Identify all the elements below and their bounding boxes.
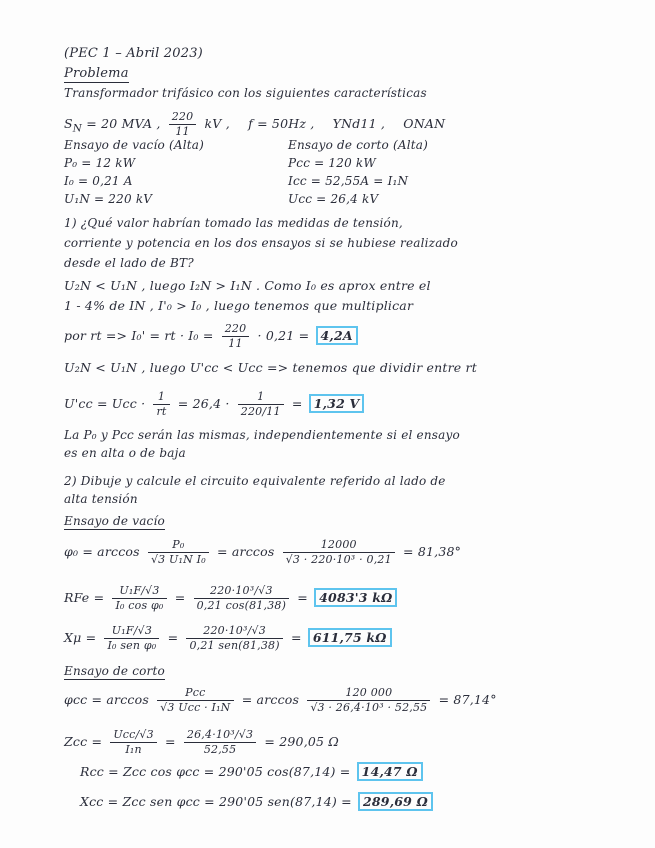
voltage-result-box: 1,32 V: [309, 394, 365, 413]
transformer-specs: $S_N = 20$ MVA , $\frac{220}{11}$ kV , f = 50Hz , YNd11 , ONAN: [64, 110, 446, 138]
xmu-calc: Xμ = $\frac{\text{U₁F/√3}}{\text{I₀ sen φ₀}}$ = $\frac{\text{220·10³/√3}}{\text{0,21 sen(81,38)}}$ = 611,75 kΩ: [64, 624, 392, 653]
page-header: (PEC 1 – Abril 2023): [64, 46, 203, 61]
q1-line-1: 1) ¿Qué valor habrían tomado las medidas de tensión,: [64, 216, 403, 230]
problem-heading: Problema: [64, 66, 129, 81]
q1-note-line-2: es en alta o de baja: [64, 446, 186, 460]
q1-voltage-line: U₂N < U₁N , luego U'cc < Ucc => tenemos que dividir entre rt: [64, 360, 477, 375]
xcc-result-box: 289,69 Ω: [358, 792, 433, 811]
q1-voltage-calc: U'cc = Ucc · $\frac{1}{rt}$ = 26,4 · $\frac{1}{220/11}$ = 1,32 V: [64, 390, 364, 419]
q1-answer-line-1: U₂N < U₁N , luego I₂N > I₁N . Como I₀ es aprox entre el: [64, 278, 431, 293]
q1-answer-line-2: 1 - 4% de IN , I'₀ > I₀ , luego tenemos que multiplicar: [64, 298, 414, 313]
xcc-calc: Xcc = Zcc sen φcc = 290'05 sen(87,14) = 289,69 Ω: [80, 792, 433, 811]
q1-line-3: desde el lado de BT?: [64, 256, 194, 270]
rfe-calc: RFe = $\frac{\text{U₁F/√3}}{\text{I₀ cos φ₀}}$ = $\frac{\text{220·10³/√3}}{0,21 \cos(81,38)}$ = 4083'3 kΩ: [64, 584, 397, 613]
q2-line-2: alta tensión: [64, 492, 138, 506]
q1-note-line-1: La P₀ y Pcc serán las mismas, independientemente si el ensayo: [64, 428, 460, 442]
zcc-calc: Zcc = $\frac{\text{Ucc/√3}}{\text{I₁n}}$ = $\frac{\text{26,4·10³/√3}}{52,55}$ = 290,05 Ω: [64, 728, 339, 756]
short-test-heading: Ensayo de corto: [64, 664, 165, 678]
empty-test-p0: P₀ = 12 kW: [64, 156, 136, 170]
phicc-calc: φcc = arccos $\frac{\text{Pcc}}{\text{√3 Ucc · I₁N}}$ = arccos $\frac{120 000}{\text{√3 · 26,4·10³ · 52,55}}$ = 87,14°: [64, 686, 497, 714]
rcc-calc: Rcc = Zcc cos φcc = 290'05 cos(87,14) = 14,47 Ω: [80, 762, 423, 781]
current-result-box: 4,2A: [316, 326, 358, 345]
q1-line-2: corriente y potencia en los dos ensayos si se hubiese realizado: [64, 236, 458, 250]
q1-current-calc: por rt => I₀' = rt · I₀ = $\frac{220}{11}$ · 0,21 = 4,2A: [64, 322, 358, 351]
empty-test-heading: Ensayo de vacío: [64, 514, 165, 528]
rfe-result-box: 4083'3 kΩ: [314, 588, 397, 607]
phi0-calc: φ₀ = arccos $\frac{\text{P₀}}{\text{√3 U₁N I₀}}$ = arccos $\frac{12000}{\text{√3 · 220·10³ · 0,21}}$ = 81,38°: [64, 538, 462, 566]
empty-test-i0: I₀ = 0,21 A: [64, 174, 133, 188]
short-test-pcc: Pcc = 120 kW: [288, 156, 376, 170]
short-test-icc: Icc = 52,55A = I₁N: [288, 174, 409, 188]
short-test-title: Ensayo de corto (Alta): [288, 138, 429, 152]
intro-line: Transformador trifásico con los siguientes características: [64, 86, 427, 100]
empty-test-u1n: U₁N = 220 kV: [64, 192, 153, 206]
rcc-result-box: 14,47 Ω: [357, 762, 423, 781]
empty-test-title: Ensayo de vacío (Alta): [64, 138, 204, 152]
voltage-ratio: $\frac{220}{11}$: [169, 110, 197, 139]
short-test-ucc: Ucc = 26,4 kV: [288, 192, 379, 206]
xmu-result-box: 611,75 kΩ: [308, 628, 392, 647]
q2-line-1: 2) Dibuje y calcule el circuito equivalente referido al lado de: [64, 474, 446, 488]
